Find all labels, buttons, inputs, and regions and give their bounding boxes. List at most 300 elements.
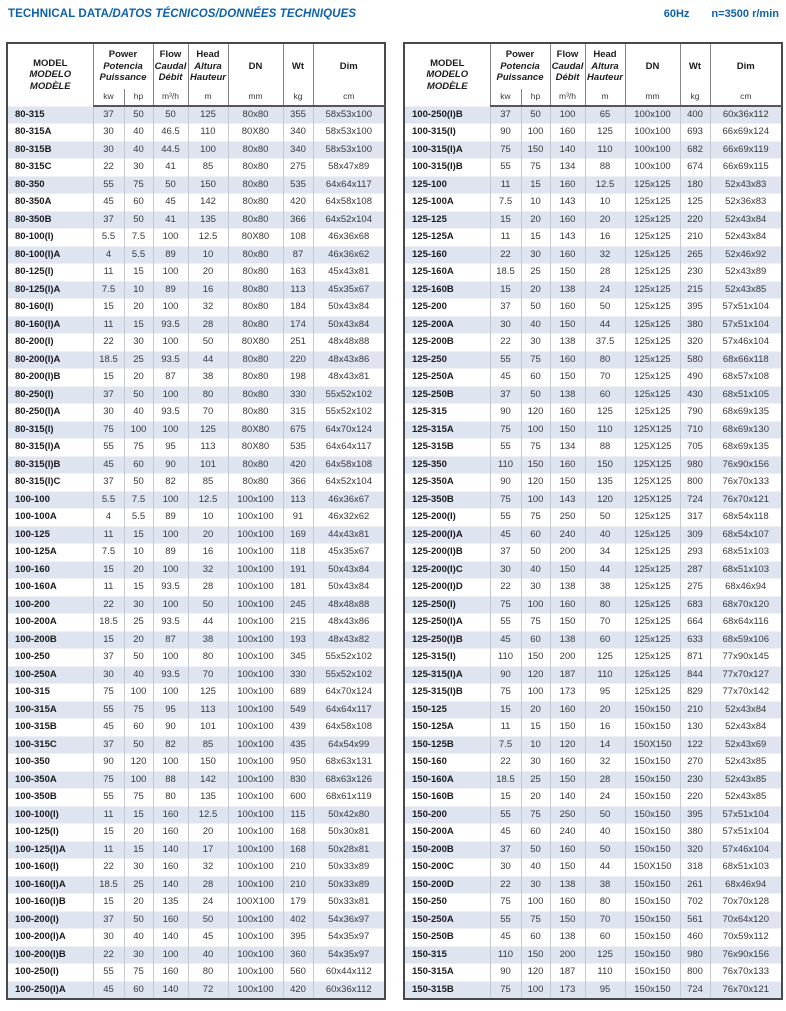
unit-head: m [188, 89, 228, 106]
model-cell: 80-315(I)C [7, 474, 93, 492]
hp-cell: 60 [521, 824, 550, 842]
flow-cell: 140 [153, 981, 188, 999]
page-title [8, 8, 356, 20]
head-cell: 44 [188, 614, 228, 632]
table-row [7, 841, 385, 859]
model-cell: 125-315A [404, 421, 490, 439]
wt-cell: 600 [283, 789, 313, 807]
dn-cell: 80x80 [228, 404, 283, 422]
dn-cell: 100x100 [228, 929, 283, 947]
wt-cell: 330 [283, 386, 313, 404]
flow-cell: 160 [550, 211, 585, 229]
wt-cell: 420 [283, 981, 313, 999]
head-cell: 125 [188, 421, 228, 439]
model-cell: 80-250(I)A [7, 404, 93, 422]
dim-cell: 68x61x119 [313, 789, 385, 807]
table-row [7, 964, 385, 982]
dn-cell: 80X80 [228, 334, 283, 352]
dim-cell: 64x52x104 [313, 474, 385, 492]
hp-cell: 100 [521, 894, 550, 912]
flow-cell: 93.5 [153, 316, 188, 334]
wt-cell: 430 [680, 386, 710, 404]
flow-cell: 160 [153, 824, 188, 842]
dim-cell: 60x36x112 [710, 106, 782, 124]
wt-cell: 265 [680, 246, 710, 264]
wt-cell: 270 [680, 754, 710, 772]
dim-cell: 68x54x118 [710, 509, 782, 527]
unit-kw: kw [93, 89, 124, 106]
kw-cell: 15 [93, 561, 124, 579]
table-row [7, 859, 385, 877]
head-cell: 70 [585, 369, 625, 387]
wt-cell: 108 [283, 229, 313, 247]
table-row [7, 771, 385, 789]
dn-cell: 100X100 [228, 894, 283, 912]
flow-cell: 100 [153, 596, 188, 614]
kw-cell: 30 [490, 561, 521, 579]
hp-cell: 30 [521, 246, 550, 264]
dim-cell: 57x51x104 [710, 824, 782, 842]
flow-cell: 89 [153, 509, 188, 527]
dn-cell: 150x150 [625, 981, 680, 999]
dim-cell: 48x43x82 [313, 631, 385, 649]
table-row [404, 264, 782, 282]
hp-cell: 10 [521, 194, 550, 212]
kw-cell: 75 [93, 421, 124, 439]
model-cell: 80-100(I) [7, 229, 93, 247]
dim-cell: 52x46x92 [710, 246, 782, 264]
wt-cell: 345 [283, 649, 313, 667]
dim-cell: 52x43x84 [710, 211, 782, 229]
flow-cell: 100 [153, 526, 188, 544]
table-row [404, 736, 782, 754]
dim-cell: 57x46x104 [710, 841, 782, 859]
dim-cell: 50x28x81 [313, 841, 385, 859]
wt-cell: 245 [283, 596, 313, 614]
dim-cell: 52x36x83 [710, 194, 782, 212]
model-cell: 150-315B [404, 981, 490, 999]
dim-cell: 68x46x94 [710, 579, 782, 597]
head-cell: 40 [585, 824, 625, 842]
table-row [404, 281, 782, 299]
table-row [404, 561, 782, 579]
hp-cell: 100 [124, 771, 153, 789]
wt-cell: 215 [680, 281, 710, 299]
unit-flow: m³/h [550, 89, 585, 106]
model-cell: 125-250(I)B [404, 631, 490, 649]
hp-cell: 50 [124, 386, 153, 404]
dn-cell: 100x100 [228, 859, 283, 877]
dn-cell: 150x150 [625, 701, 680, 719]
model-cell: 150-315A [404, 964, 490, 982]
unit-kw: kw [490, 89, 521, 106]
wt-cell: 261 [680, 876, 710, 894]
kw-cell: 55 [490, 351, 521, 369]
model-cell: 125-315 [404, 404, 490, 422]
model-cell: 125-250A [404, 369, 490, 387]
dn-cell: 125x125 [625, 264, 680, 282]
hp-cell: 100 [521, 981, 550, 999]
col-header-wt: Wt [680, 43, 710, 89]
flow-cell: 100 [153, 421, 188, 439]
hp-cell: 30 [521, 579, 550, 597]
model-cell: 80-315 [7, 106, 93, 124]
wt-cell: 275 [680, 579, 710, 597]
model-cell: 80-125(I) [7, 264, 93, 282]
table-row [404, 176, 782, 194]
flow-cell: 160 [550, 456, 585, 474]
table-row [7, 159, 385, 177]
wt-cell: 439 [283, 719, 313, 737]
model-cell: 125-200A [404, 316, 490, 334]
model-cell: 150-200A [404, 824, 490, 842]
flow-cell: 93.5 [153, 351, 188, 369]
model-cell: 150-125A [404, 719, 490, 737]
table-row [404, 211, 782, 229]
kw-cell: 55 [93, 964, 124, 982]
wt-cell: 118 [283, 544, 313, 562]
hp-cell: 100 [124, 684, 153, 702]
kw-cell: 11 [93, 579, 124, 597]
dim-cell: 64x58x108 [313, 194, 385, 212]
wt-cell: 340 [283, 141, 313, 159]
dim-cell: 58x47x89 [313, 159, 385, 177]
hp-cell: 20 [124, 824, 153, 842]
table-row [7, 666, 385, 684]
kw-cell: 55 [93, 701, 124, 719]
flow-cell: 88 [153, 771, 188, 789]
flow-cell: 82 [153, 474, 188, 492]
dim-cell: 45x35x67 [313, 281, 385, 299]
dn-cell: 80x80 [228, 211, 283, 229]
hp-cell: 150 [521, 946, 550, 964]
table-row [404, 299, 782, 317]
wt-cell: 287 [680, 561, 710, 579]
model-cell: 150-315 [404, 946, 490, 964]
flow-cell: 140 [550, 789, 585, 807]
wt-cell: 980 [680, 456, 710, 474]
model-cell: 100-250A [7, 666, 93, 684]
hp-cell: 150 [521, 456, 550, 474]
hp-cell: 40 [521, 316, 550, 334]
head-cell: 135 [188, 211, 228, 229]
kw-cell: 90 [490, 474, 521, 492]
flow-cell: 95 [153, 701, 188, 719]
model-cell: 100-160 [7, 561, 93, 579]
hp-cell: 40 [124, 929, 153, 947]
head-cell: 40 [188, 946, 228, 964]
table-row [404, 666, 782, 684]
model-cell: 125-350A [404, 474, 490, 492]
dn-cell: 100x100 [228, 789, 283, 807]
dn-cell: 100x100 [228, 666, 283, 684]
dim-cell: 76x90x156 [710, 456, 782, 474]
model-cell: 80-350A [7, 194, 93, 212]
head-cell: 60 [585, 929, 625, 947]
flow-cell: 150 [550, 421, 585, 439]
dim-cell: 50x33x89 [313, 876, 385, 894]
dn-cell: 125x125 [625, 386, 680, 404]
kw-cell: 5.5 [93, 491, 124, 509]
wt-cell: 355 [283, 106, 313, 124]
kw-cell: 45 [93, 456, 124, 474]
flow-cell: 140 [550, 141, 585, 159]
kw-cell: 22 [93, 859, 124, 877]
hp-cell: 50 [124, 211, 153, 229]
wt-cell: 198 [283, 369, 313, 387]
head-cell: 125 [188, 684, 228, 702]
flow-cell: 150 [550, 911, 585, 929]
head-cell: 95 [585, 981, 625, 999]
kw-cell: 75 [93, 684, 124, 702]
kw-cell: 37 [93, 106, 124, 124]
kw-cell: 37 [490, 299, 521, 317]
col-header-model: MODEL MODELO MODÈLE [404, 43, 490, 106]
hp-cell: 30 [521, 876, 550, 894]
hp-cell: 15 [521, 176, 550, 194]
kw-cell: 30 [93, 929, 124, 947]
flow-cell: 160 [153, 911, 188, 929]
dn-cell: 150x150 [625, 946, 680, 964]
dn-cell: 125X125 [625, 474, 680, 492]
head-cell: 20 [188, 526, 228, 544]
table-row [7, 491, 385, 509]
head-cell: 80 [188, 386, 228, 404]
dim-cell: 64x52x104 [313, 211, 385, 229]
hp-cell: 7.5 [124, 491, 153, 509]
head-cell: 12.5 [188, 806, 228, 824]
hp-cell: 75 [521, 509, 550, 527]
hp-cell: 120 [521, 964, 550, 982]
flow-cell: 160 [550, 124, 585, 142]
model-cell: 150-125 [404, 701, 490, 719]
kw-cell: 45 [490, 369, 521, 387]
head-cell: 80 [585, 894, 625, 912]
hp-cell: 30 [124, 946, 153, 964]
hp-cell: 15 [124, 264, 153, 282]
table-row [404, 491, 782, 509]
model-cell: 150-160B [404, 789, 490, 807]
flow-cell: 89 [153, 281, 188, 299]
dn-cell: 150x150 [625, 929, 680, 947]
model-cell: 125-100A [404, 194, 490, 212]
dn-cell: 80X80 [228, 229, 283, 247]
kw-cell: 18.5 [490, 771, 521, 789]
dim-cell: 76x70x133 [710, 474, 782, 492]
wt-cell: 830 [283, 771, 313, 789]
hp-cell: 75 [521, 911, 550, 929]
flow-cell: 150 [550, 719, 585, 737]
model-cell: 150-200B [404, 841, 490, 859]
unit-hp: hp [124, 89, 153, 106]
dim-cell: 57x51x104 [710, 299, 782, 317]
dn-cell: 125x125 [625, 351, 680, 369]
wt-cell: 800 [680, 964, 710, 982]
table-row [404, 351, 782, 369]
hp-cell: 15 [521, 229, 550, 247]
flow-cell: 134 [550, 439, 585, 457]
table-row [404, 421, 782, 439]
dn-cell: 80x80 [228, 299, 283, 317]
model-cell: 80-250(I) [7, 386, 93, 404]
model-cell: 100-160A [7, 579, 93, 597]
model-cell: 80-315(I)A [7, 439, 93, 457]
table-row [404, 859, 782, 877]
flow-cell: 160 [153, 806, 188, 824]
table-row [404, 771, 782, 789]
dim-cell: 57x51x104 [710, 316, 782, 334]
dim-cell: 50x43x84 [313, 316, 385, 334]
table-row [404, 439, 782, 457]
hp-cell: 40 [521, 859, 550, 877]
dn-cell: 125x125 [625, 299, 680, 317]
table-row [7, 316, 385, 334]
wt-cell: 330 [283, 666, 313, 684]
kw-cell: 22 [93, 334, 124, 352]
dn-cell: 100x100 [228, 491, 283, 509]
kw-cell: 11 [93, 841, 124, 859]
model-cell: 125-100 [404, 176, 490, 194]
wt-cell: 91 [283, 509, 313, 527]
dim-cell: 64x70x124 [313, 421, 385, 439]
dn-cell: 100x100 [228, 719, 283, 737]
head-cell: 110 [585, 666, 625, 684]
wt-cell: 829 [680, 684, 710, 702]
table-row [7, 561, 385, 579]
head-cell: 113 [188, 439, 228, 457]
flow-cell: 100 [153, 229, 188, 247]
wt-cell: 702 [680, 894, 710, 912]
flow-cell: 150 [550, 859, 585, 877]
unit-flow: m³/h [153, 89, 188, 106]
table-row [7, 789, 385, 807]
model-cell: 125-200 [404, 299, 490, 317]
wt-cell: 230 [680, 771, 710, 789]
model-cell: 80-315(I)B [7, 456, 93, 474]
flow-cell: 160 [550, 404, 585, 422]
table-row [404, 719, 782, 737]
dn-cell: 80X80 [228, 421, 283, 439]
dn-cell: 150x150 [625, 789, 680, 807]
wt-cell: 950 [283, 754, 313, 772]
head-cell: 37.5 [585, 334, 625, 352]
flow-cell: 150 [550, 264, 585, 282]
dn-cell: 100x100 [228, 964, 283, 982]
wt-cell: 113 [283, 281, 313, 299]
flow-cell: 160 [153, 859, 188, 877]
dn-cell: 150X150 [625, 859, 680, 877]
flow-cell: 160 [550, 176, 585, 194]
kw-cell: 11 [490, 719, 521, 737]
wt-cell: 251 [283, 334, 313, 352]
model-cell: 125-200(I)D [404, 579, 490, 597]
wt-cell: 210 [680, 701, 710, 719]
model-cell: 100-250(I) [7, 964, 93, 982]
hp-cell: 60 [124, 194, 153, 212]
hp-cell: 60 [521, 929, 550, 947]
hp-cell: 40 [521, 561, 550, 579]
flow-cell: 89 [153, 544, 188, 562]
dim-cell: 48x43x81 [313, 369, 385, 387]
head-cell: 80 [188, 649, 228, 667]
table-row [7, 474, 385, 492]
dim-cell: 68x51x103 [710, 859, 782, 877]
dn-cell: 100x100 [228, 649, 283, 667]
model-cell: 100-125A [7, 544, 93, 562]
table-row [404, 824, 782, 842]
flow-cell: 50 [153, 106, 188, 124]
dn-cell: 100x100 [228, 946, 283, 964]
table-row [404, 544, 782, 562]
model-cell: 80-160(I)A [7, 316, 93, 334]
dn-cell: 150x150 [625, 894, 680, 912]
head-cell: 70 [188, 666, 228, 684]
kw-cell: 75 [490, 141, 521, 159]
hp-cell: 40 [124, 124, 153, 142]
head-cell: 95 [585, 684, 625, 702]
table-row [404, 106, 782, 124]
table-row [7, 649, 385, 667]
wt-cell: 168 [283, 841, 313, 859]
dn-cell: 100x100 [228, 544, 283, 562]
col-header-power: Power Potencia Puissance [490, 43, 550, 89]
kw-cell: 15 [490, 701, 521, 719]
wt-cell: 113 [283, 491, 313, 509]
wt-cell: 220 [680, 211, 710, 229]
kw-cell: 110 [490, 946, 521, 964]
hp-cell: 30 [521, 754, 550, 772]
unit-dn: mm [625, 89, 680, 106]
dim-cell: 68x46x94 [710, 876, 782, 894]
head-cell: 110 [585, 141, 625, 159]
table-row [7, 176, 385, 194]
flow-cell: 200 [550, 649, 585, 667]
kw-cell: 30 [93, 404, 124, 422]
dn-cell: 125x125 [625, 246, 680, 264]
model-cell: 125-250(I) [404, 596, 490, 614]
wt-cell: 790 [680, 404, 710, 422]
hp-cell: 20 [521, 701, 550, 719]
table-row [7, 229, 385, 247]
dim-cell: 68x59x106 [710, 631, 782, 649]
dn-cell: 80x80 [228, 264, 283, 282]
model-cell: 100-250(I)B [404, 106, 490, 124]
dn-cell: 80x80 [228, 351, 283, 369]
kw-cell: 18.5 [93, 351, 124, 369]
dim-cell: 52x43x84 [710, 719, 782, 737]
dn-cell: 100x100 [228, 824, 283, 842]
model-cell: 100-350 [7, 754, 93, 772]
kw-cell: 45 [490, 631, 521, 649]
hp-cell: 75 [521, 439, 550, 457]
kw-cell: 45 [490, 929, 521, 947]
table-row [7, 299, 385, 317]
table-row [404, 456, 782, 474]
table-row [404, 386, 782, 404]
table-row [404, 841, 782, 859]
head-cell: 34 [585, 544, 625, 562]
head-cell: 20 [585, 211, 625, 229]
model-cell: 100-200(I)A [7, 929, 93, 947]
head-cell: 10 [585, 194, 625, 212]
model-cell: 125-200(I) [404, 509, 490, 527]
head-cell: 142 [188, 771, 228, 789]
dim-cell: 45x43x81 [313, 264, 385, 282]
wt-cell: 315 [283, 404, 313, 422]
model-cell: 80-200(I) [7, 334, 93, 352]
head-cell: 38 [585, 579, 625, 597]
flow-cell: 160 [550, 299, 585, 317]
